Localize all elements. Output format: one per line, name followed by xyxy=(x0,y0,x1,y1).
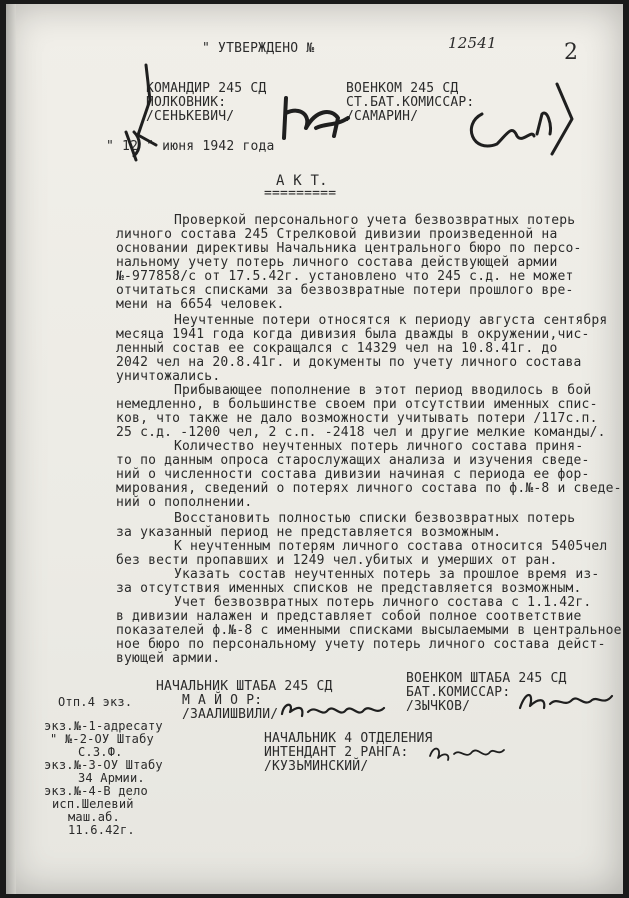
body-line: Проверкой персонального учета безвозвратных потерь xyxy=(174,213,576,228)
commissar-name: /САМАРИН/ xyxy=(346,109,419,124)
department-chief-title: НАЧАЛЬНИК 4 ОТДЕЛЕНИЯ xyxy=(264,731,433,746)
document-title: А К Т. xyxy=(276,173,328,189)
body-line: ленный состав ее сокращался с 14329 чел на 10.8.41г. до xyxy=(116,341,558,356)
staff-commissar-signature xyxy=(516,686,616,720)
body-line: ний о пополнении. xyxy=(116,495,253,510)
distribution-line: 11.6.42г. xyxy=(68,823,135,837)
body-line: в дивизии налажен и представляет собой полное соответствие xyxy=(116,609,582,624)
body-line: ний о численности состава дивизии начиная с периода ее фор- xyxy=(116,467,590,482)
body-line: К неучтенным потерям личного состава относится 5405чел xyxy=(174,539,608,554)
staff-commissar-name: /ЗЫЧКОВ/ xyxy=(406,699,471,714)
distribution-line: экз.№-3-ОУ Штабу xyxy=(44,758,163,772)
commander-rank: ПОЛКОВНИК: xyxy=(146,95,227,110)
distribution-line: 34 Армии. xyxy=(78,771,145,785)
body-line: отчитаться списками за безвозвратные потери прошлого вре- xyxy=(116,283,574,298)
body-line: показателей ф.№-8 с именными списками высылаемыми в центральное xyxy=(116,623,622,638)
body-line: основании директивы Начальника центрального бюро по персо- xyxy=(116,241,582,256)
commander-signature xyxy=(276,88,356,152)
staff-commissar-rank: БАТ.КОМИССАР: xyxy=(406,685,511,700)
body-line: за отсутствия именных списков не представляется возможным. xyxy=(116,581,582,596)
distribution-line: " №-2-ОУ Штабу xyxy=(50,732,154,746)
body-line: Учет безвозвратных потерь личного состава с 1.1.42г. xyxy=(174,595,592,610)
distribution-line: маш.аб. xyxy=(68,810,120,824)
body-line: 25 с.д. -1200 чел, 2 с.п. -2418 чел и другие мелкие команды/. xyxy=(116,425,606,440)
commissar-rank: СТ.БАТ.КОМИССАР: xyxy=(346,95,475,110)
distribution-line: экз.№-1-адресату xyxy=(44,719,163,733)
body-line: Восстановить полностью списки безвозвратных потерь xyxy=(174,511,576,526)
distribution-line: исп.Шелевий xyxy=(52,797,134,811)
chief-of-staff-name: /ЗААЛИШВИЛИ/ xyxy=(182,707,279,722)
body-line: мирования, сведений о потерях личного состава по ф.№-8 и сведе- xyxy=(116,481,622,496)
document-date: " 12 " июня 1942 года xyxy=(106,139,275,154)
body-line: уничтожались. xyxy=(116,369,221,384)
commissar-title: ВОЕНКОМ 245 СД xyxy=(346,81,459,96)
body-line: нальному учету потерь личного состава действующей армии xyxy=(116,255,558,270)
department-chief-name: /КУЗЬМИНСКИЙ/ xyxy=(264,759,369,774)
distribution-line: экз.№-4-В дело xyxy=(44,784,148,798)
commissar-signature xyxy=(462,74,582,168)
commander-title: КОМАНДИР 245 СД xyxy=(146,81,267,96)
distribution-line: С.З.Ф. xyxy=(78,745,123,759)
distribution-line: Отп.4 экз. xyxy=(58,695,133,709)
archival-document-page xyxy=(6,4,623,894)
handwritten-mark-signature xyxy=(116,60,176,174)
body-line: без вести пропавших и 1249 чел.убитых и умерших от ран. xyxy=(116,553,558,568)
body-line: мени на 6654 человек. xyxy=(116,297,285,312)
department-chief-signature xyxy=(426,740,506,770)
staff-commissar-title: ВОЕНКОМ ШТАБА 245 СД xyxy=(406,671,567,686)
page-number: 2 xyxy=(564,40,579,65)
body-line: №-977858/с от 17.5.42г. установлено что 245 с.д. не может xyxy=(116,269,574,284)
body-line: 2042 чел на 20.8.41г. и документы по учету личного состава xyxy=(116,355,582,370)
chief-of-staff-title: НАЧАЛЬНИК ШТАБА 245 СД xyxy=(156,679,333,694)
body-line: ное бюро по персональному учету потерь личного состава дейст- xyxy=(116,637,606,652)
body-line: за указанный период не представляется возможным. xyxy=(116,525,502,540)
stamp-number: 12541 xyxy=(448,34,497,52)
title-underline: ========= xyxy=(264,186,337,201)
body-line: вующей армии. xyxy=(116,651,221,666)
body-line: личного состава 245 Стрелковой дивизии произведенной на xyxy=(116,227,558,242)
body-line: Количество неучтенных потерь личного состава приня- xyxy=(174,439,584,454)
chief-of-staff-signature xyxy=(278,696,388,730)
body-line: то по данным опроса старослужащих анализа и изучения сведе- xyxy=(116,453,590,468)
page-binding-edge xyxy=(6,4,16,894)
body-line: Прибывающее пополнение в этот период вводилось в бой xyxy=(174,383,592,398)
commander-name: /СЕНЬКЕВИЧ/ xyxy=(146,109,235,124)
body-line: Указать состав неучтенных потерь за прошлое время из- xyxy=(174,567,600,582)
approval-line: " УТВЕРЖДЕНО № xyxy=(202,41,315,56)
body-line: ков, что также не дало возможности учитывать потери /117с.п. xyxy=(116,411,598,426)
body-line: месяца 1941 года когда дивизия была дважды в окружении,чис- xyxy=(116,327,590,342)
body-line: немедленно, в большинстве своем при отсутствии именных спис- xyxy=(116,397,598,412)
body-line: Неучтенные потери относятся к периоду августа сентября xyxy=(174,313,608,328)
department-chief-rank: ИНТЕНДАНТ 2 РАНГА: xyxy=(264,745,409,760)
chief-of-staff-rank: М А Й О Р: xyxy=(182,693,263,708)
